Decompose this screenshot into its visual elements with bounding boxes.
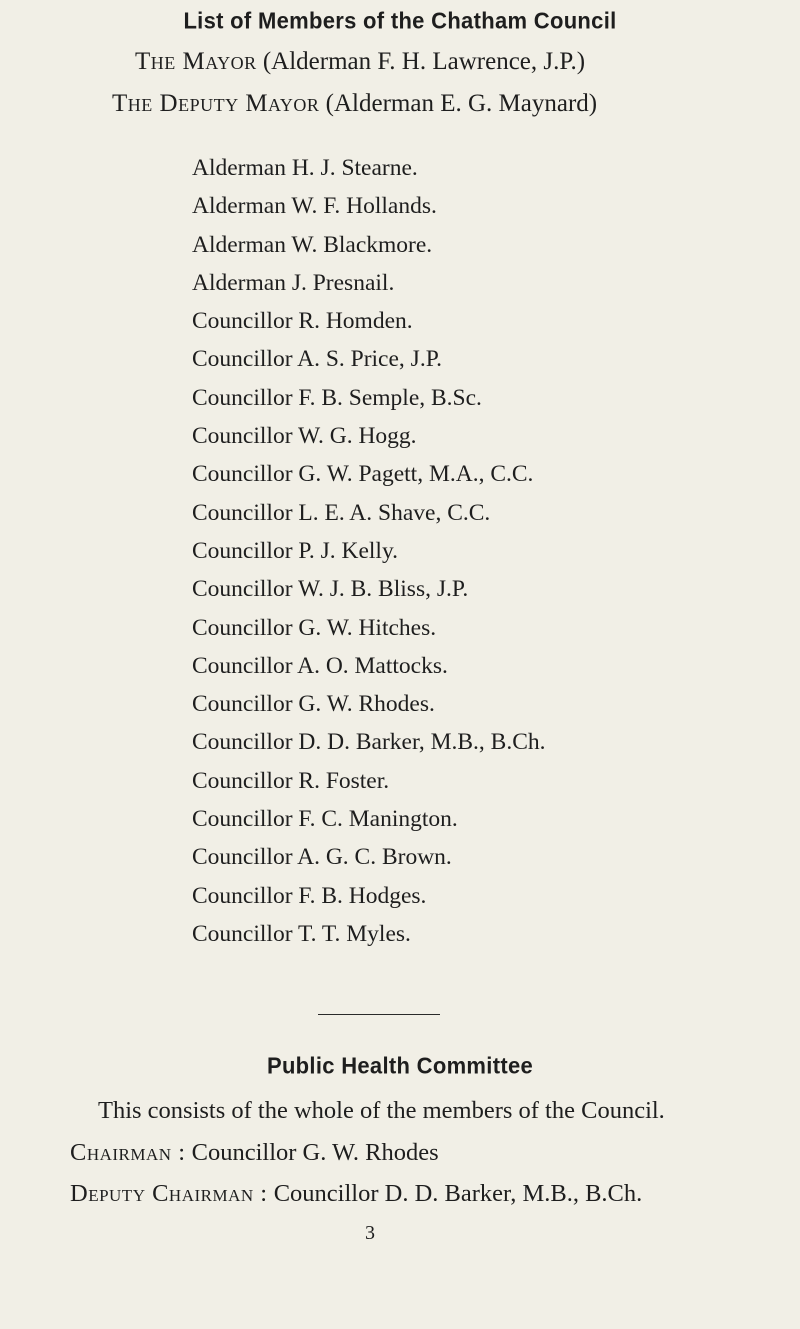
deputy-chairman-name: Councillor D. D. Barker, M.B., B.Ch. xyxy=(273,1180,643,1207)
mayor-title: The Mayor xyxy=(135,48,257,75)
member-item: Councillor L. E. A. Shave, C.C. xyxy=(192,499,491,526)
chairman-name: Councillor G. W. Rhodes xyxy=(191,1139,439,1166)
member-item: Alderman J. Presnail. xyxy=(192,269,395,296)
member-item: Councillor R. Homden. xyxy=(192,308,413,335)
member-item: Councillor W. G. Hogg. xyxy=(192,423,417,450)
member-list xyxy=(192,149,546,953)
page-number: 3 xyxy=(365,1222,375,1244)
mayor-name: (Alderman F. H. Lawrence, J.P.) xyxy=(262,48,586,75)
committee-title: Public Health Committee xyxy=(266,1052,534,1079)
member-item: Councillor W. J. B. Bliss, J.P. xyxy=(192,576,469,603)
member-item: Councillor F. B. Semple, B.Sc. xyxy=(192,384,482,411)
page-title: List of Members of the Chatham Council xyxy=(183,7,617,34)
deputy-chairman-line xyxy=(70,1180,642,1208)
committee-note: This consists of the whole of the members of the Council. xyxy=(98,1097,665,1124)
deputy-mayor-line xyxy=(112,90,597,118)
member-item: Councillor R. Foster. xyxy=(192,767,390,794)
member-item: Councillor A. O. Mattocks. xyxy=(192,652,448,679)
member-item: Councillor F. B. Hodges. xyxy=(192,882,427,909)
chairman-line xyxy=(70,1139,439,1167)
member-item: Councillor G. W. Pagett, M.A., C.C. xyxy=(192,461,534,488)
member-item: Councillor T. T. Myles. xyxy=(192,920,411,947)
mayor-line xyxy=(135,48,585,76)
member-item: Alderman H. J. Stearne. xyxy=(192,155,418,181)
member-item: Councillor P. J. Kelly. xyxy=(192,537,399,564)
member-item: Councillor G. W. Rhodes. xyxy=(192,691,435,718)
deputy-chairman-label: Deputy Chairman : xyxy=(70,1180,268,1207)
section-divider xyxy=(318,1014,440,1015)
deputy-mayor-name: (Alderman E. G. Maynard) xyxy=(325,90,598,117)
member-item: Alderman W. Blackmore. xyxy=(192,231,433,258)
member-item: Councillor A. G. C. Brown. xyxy=(192,844,452,871)
member-item: Councillor G. W. Hitches. xyxy=(192,614,437,641)
member-item: Alderman W. F. Hollands. xyxy=(192,193,437,220)
member-item: Councillor D. D. Barker, M.B., B.Ch. xyxy=(192,729,546,756)
deputy-mayor-title: The Deputy Mayor xyxy=(112,90,320,117)
member-item: Councillor F. C. Manington. xyxy=(192,806,458,833)
chairman-label: Chairman : xyxy=(70,1139,186,1166)
member-item: Councillor A. S. Price, J.P. xyxy=(192,346,443,373)
